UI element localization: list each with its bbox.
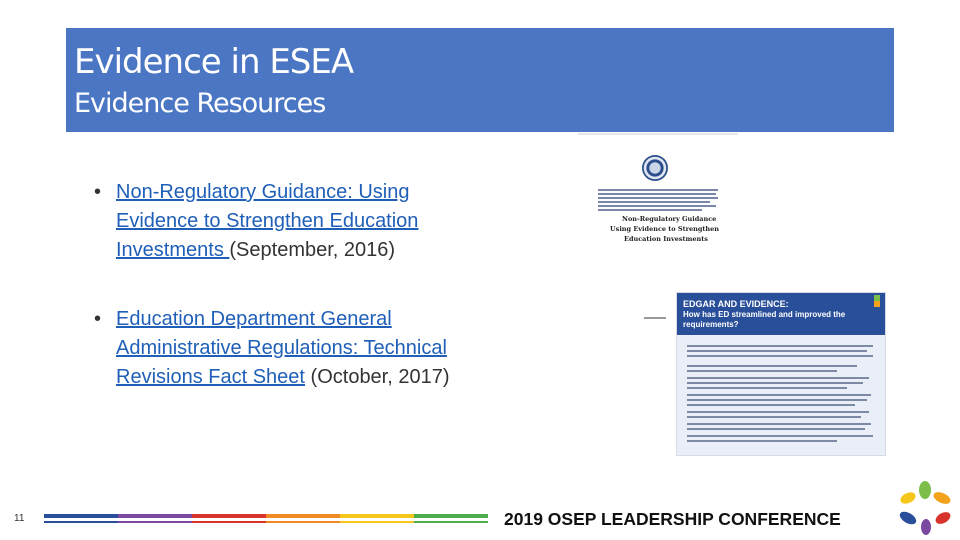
- text-line: [687, 440, 837, 442]
- slide-subtitle: Evidence Resources: [74, 88, 326, 119]
- guidance-link[interactable]: Non-Regulatory Guidance: Using Evidence to Strengthen Education Investments: [116, 181, 419, 261]
- text-line: [687, 382, 863, 384]
- hand-shape: [919, 481, 931, 499]
- text-line: [687, 350, 867, 352]
- text-line: [598, 193, 716, 195]
- text-line: [687, 377, 869, 379]
- slide-number: 11: [14, 513, 25, 524]
- edgar-date: (October, 2017): [304, 366, 450, 388]
- text-line: [687, 399, 867, 401]
- rule-segment: [266, 521, 340, 523]
- hand-shape: [899, 490, 918, 506]
- bullet-item-edgar: [94, 305, 496, 392]
- title-banner: [66, 28, 894, 132]
- thumbnail-heading: Non-Regulatory Guidance: [622, 215, 717, 223]
- text-line: [598, 205, 716, 207]
- conference-name: 2019 OSEP LEADERSHIP CONFERENCE: [504, 509, 841, 529]
- text-line: [687, 416, 861, 418]
- text-line: [598, 197, 718, 199]
- thumbnail-heading: Using Evidence to Strengthen: [610, 225, 720, 233]
- text-line: [687, 365, 857, 367]
- hands-logo-icon: [896, 480, 954, 536]
- color-stripe: [874, 295, 880, 313]
- thumbnail-subheading: How has ED streamlined and improved the requirements?: [683, 310, 846, 329]
- rule-segment: [414, 521, 488, 523]
- rule-segment: [414, 514, 488, 518]
- hand-shape: [921, 519, 931, 535]
- rule-segment: [340, 521, 414, 523]
- edgar-fact-sheet-link[interactable]: Education Department General Administrative Regulations: Technical Revisions Fact Sheet: [116, 308, 447, 388]
- guidance-document-thumbnail[interactable]: [578, 133, 738, 270]
- text-line: [687, 355, 873, 357]
- text-line: [598, 189, 718, 191]
- text-line: [687, 345, 873, 347]
- rule-segment: [192, 521, 266, 523]
- footer-color-rule: [44, 514, 488, 524]
- bullet-marker: •: [94, 181, 102, 203]
- hand-shape: [898, 509, 919, 527]
- text-line: [687, 387, 847, 389]
- thumbnail-heading: EDGAR AND EVIDENCE:: [683, 299, 789, 309]
- text-line: [687, 411, 869, 413]
- hand-shape: [932, 490, 953, 507]
- text-line: [687, 370, 837, 372]
- guidance-date: (September, 2016): [229, 239, 396, 261]
- text-line: [687, 404, 855, 406]
- text-line: [687, 423, 871, 425]
- bullet-marker: •: [94, 308, 102, 330]
- rule-segment: [44, 514, 118, 518]
- edgar-fact-sheet-thumbnail[interactable]: [676, 292, 886, 456]
- rule-segment: [118, 521, 192, 523]
- bullet-item-guidance: [94, 178, 496, 265]
- thumbnail-heading: Education Investments: [624, 235, 708, 243]
- rule-segment: [192, 514, 266, 518]
- text-line: [598, 209, 702, 211]
- text-line: [687, 435, 873, 437]
- rule-segment: [266, 514, 340, 518]
- text-line: [687, 394, 871, 396]
- rule-segment: [118, 514, 192, 518]
- department-seal-icon: [642, 155, 668, 181]
- hand-shape: [934, 510, 953, 527]
- thumbnail-header-band: [677, 293, 885, 335]
- text-line: [598, 201, 710, 203]
- thumbnail-date-mark: [644, 317, 666, 319]
- slide-title: Evidence in ESEA: [74, 42, 354, 82]
- text-line: [687, 428, 865, 430]
- rule-segment: [44, 521, 118, 523]
- rule-segment: [340, 514, 414, 518]
